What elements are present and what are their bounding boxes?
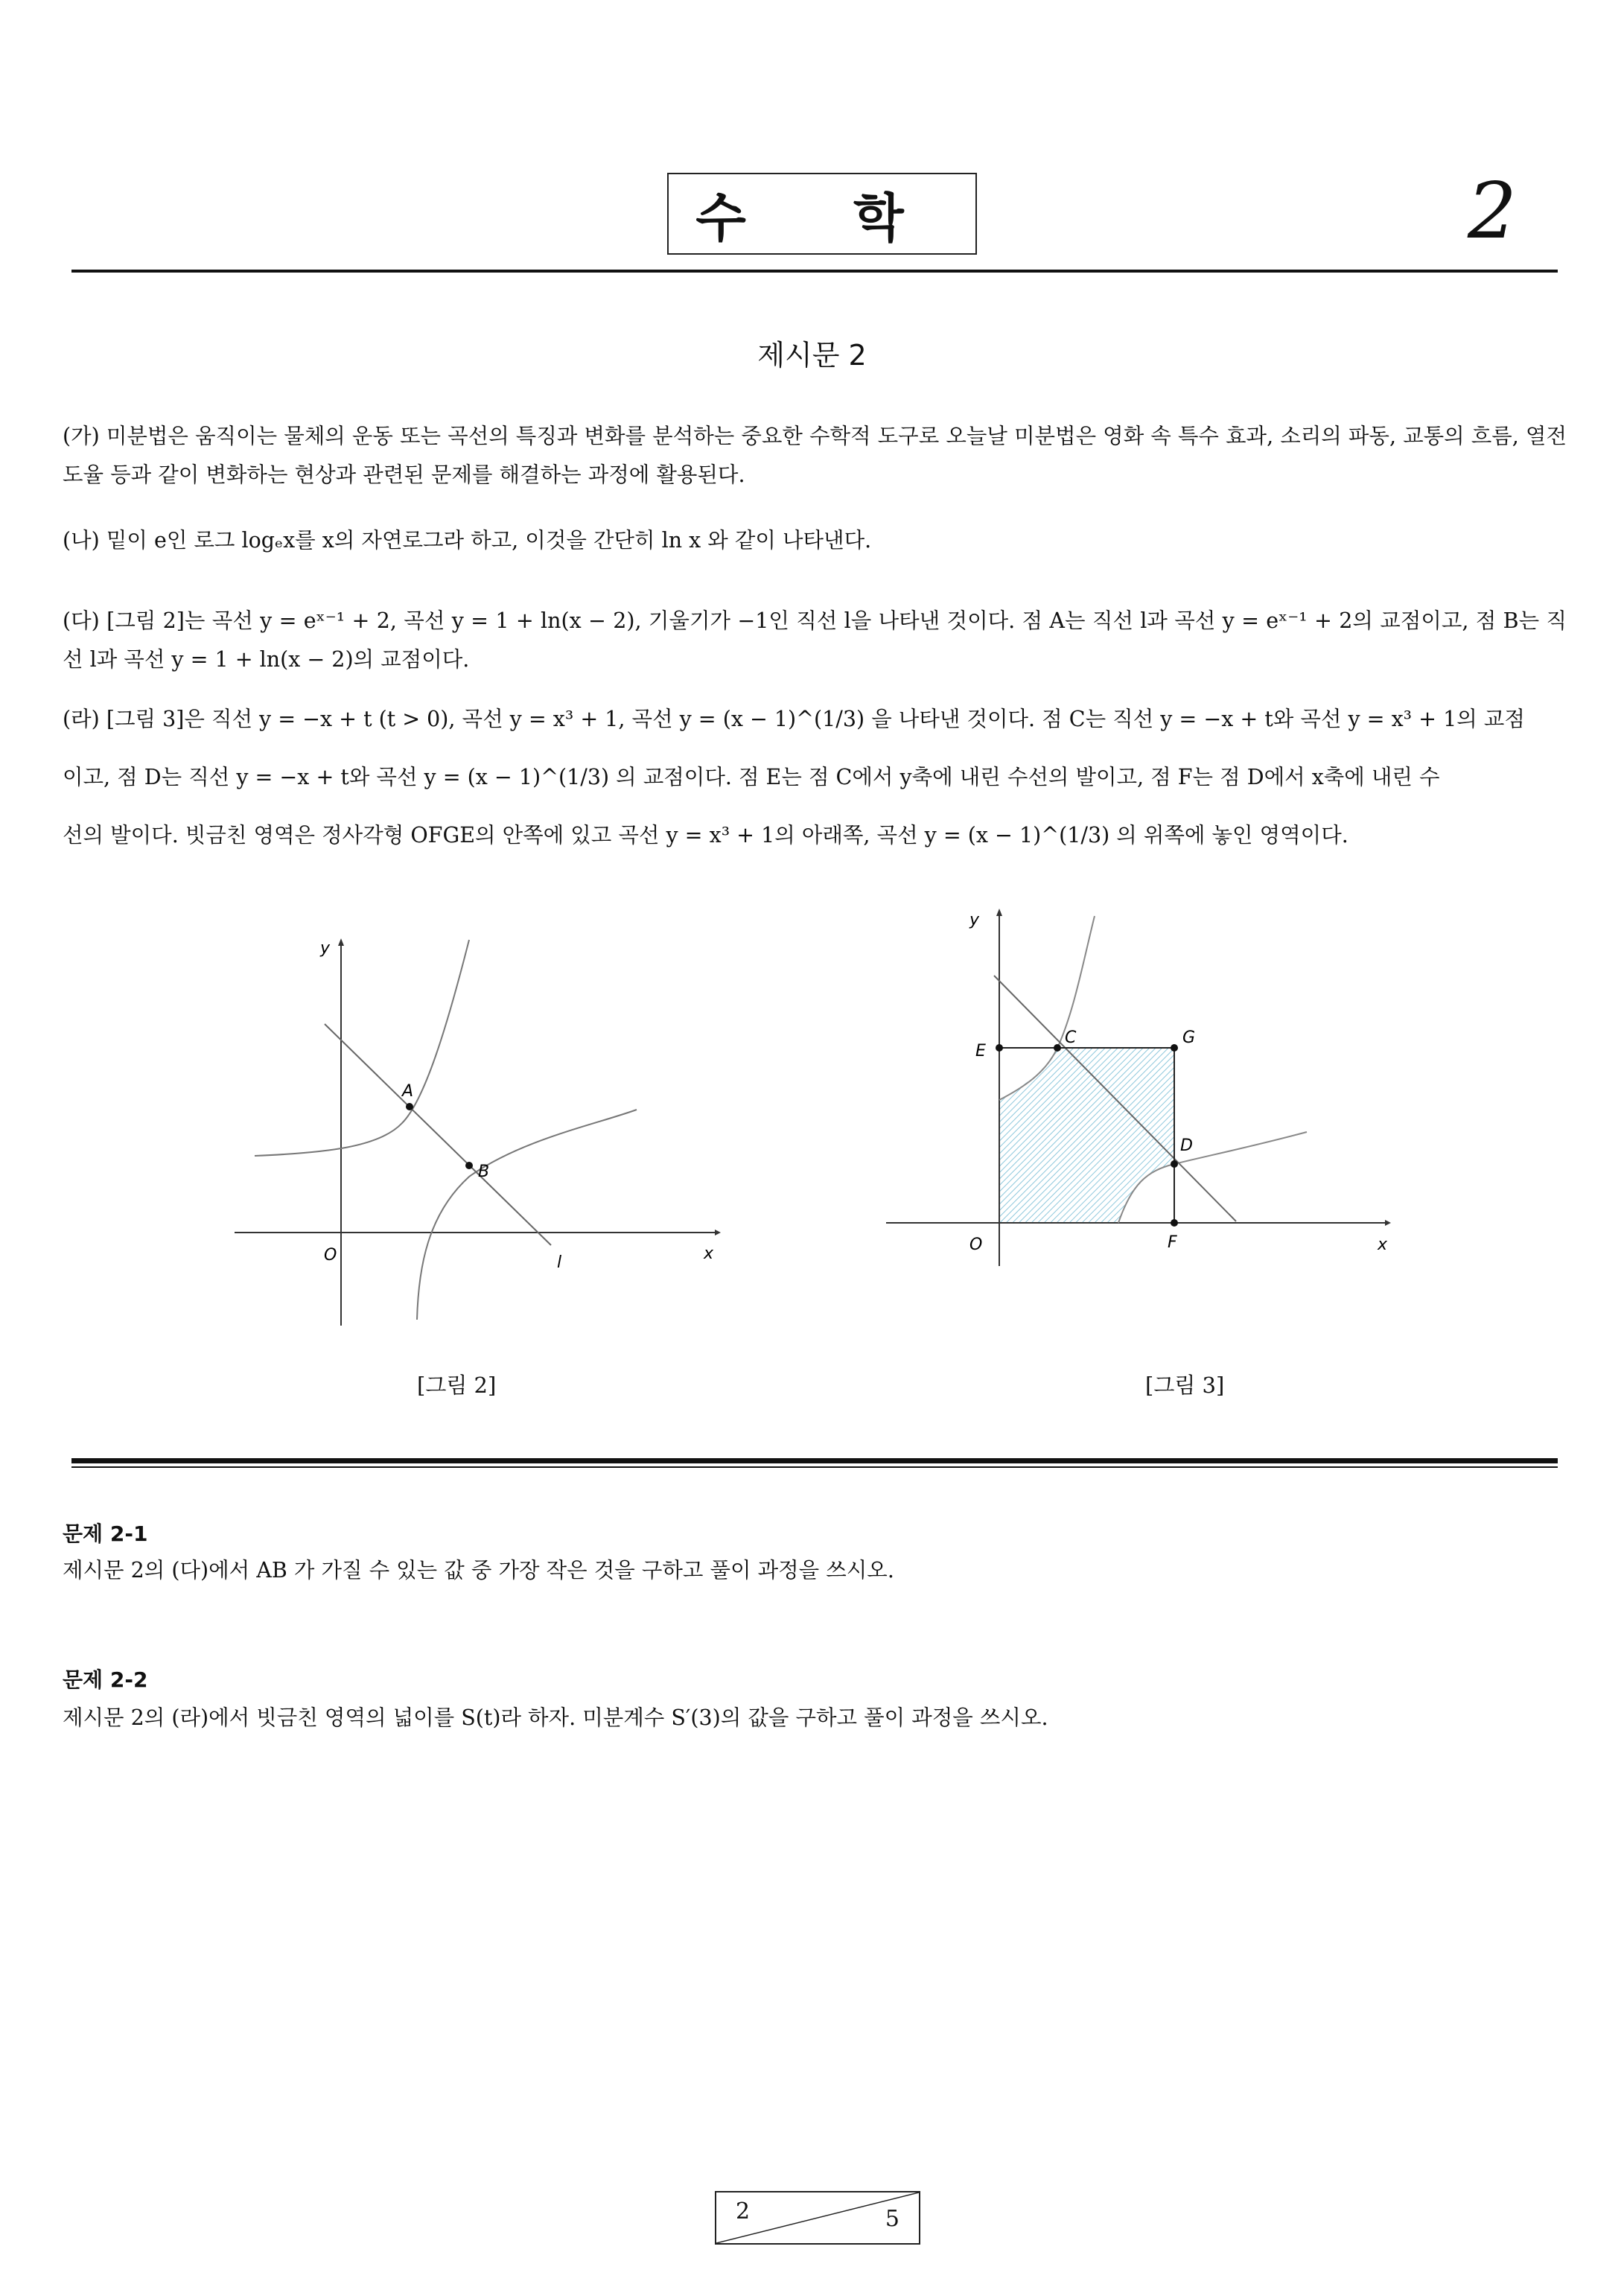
page-total: 5 [885,2206,899,2232]
problem-2-text: 제시문 2의 (라)에서 빗금친 영역의 넓이를 S(t)라 하자. 미분계수 S′(3)의 값을 구하고 풀이 과정을 쓰시오. [63,1705,1048,1730]
fig2-label-o: O [324,1246,337,1265]
page-indicator [715,2191,920,2245]
problem-2-title: 문제 2-2 [63,1667,148,1692]
fig3-label-c: C [1065,1028,1077,1047]
fig3-label-f: F [1168,1233,1177,1252]
fig3-y-arrow [996,909,1002,916]
paragraph-da: (다) [그림 2]는 곡선 y = eˣ⁻¹ + 2, 곡선 y = 1 + ln(x − 2), 기울기가 −1인 직선 l을 나타낸 것이다. 점 A는 직선 l과 곡선 y = eˣ⁻¹ + 2의 교점이고, 점 B는 직선 l과 곡선 y = 1 + ln(x − 2)의 교점이다. [63,608,1567,672]
paragraph-ra-line2: 이고, 점 D는 직선 y = −x + t와 곡선 y = (x − 1)^(1/3) 의 교점이다. 점 E는 점 C에서 y축에 내린 수선의 발이고, 점 F는 점 D에서 x축에 내린 수 [63,765,1440,789]
figure-2 [223,923,730,1341]
section-rule-thin [71,1466,1558,1468]
fig2-line-l [325,1024,551,1245]
fig3-x-arrow [1385,1220,1391,1226]
fig2-label-x: x [704,1244,714,1263]
paragraph-ga: (가) 미분법은 움직이는 물체의 운동 또는 곡선의 특징과 변화를 분석하는 중요한 수학적 도구로 오늘날 미분법은 영화 속 특수 효과, 소리의 파동, 교통의 흐름, 열전도율 등과 같이 변화하는 현상과 관련된 문제를 해결하는 과정에 활용된다. [63,424,1567,487]
figure-3-caption: [그림 3] [1145,1373,1225,1398]
problem-1-title: 문제 2-1 [63,1521,148,1546]
fig3-shaded-region [999,1048,1174,1223]
header-rule [71,270,1558,273]
fig3-label-e: E [975,1042,986,1060]
section-heading: 제시문 2 [757,339,867,372]
figure-3 [879,901,1415,1273]
fig2-exp-curve [255,940,469,1156]
fig2-point-b [465,1162,473,1169]
fig3-label-o: O [969,1236,983,1254]
paragraph-na: (나) 밑이 e인 로그 logₑx를 x의 자연로그라 하고, 이것을 간단히 ln x 와 같이 나타낸다. [63,528,872,553]
fig2-point-a [406,1103,413,1110]
fig3-point-g [1171,1044,1178,1052]
fig3-point-d [1171,1160,1178,1168]
page-current: 2 [736,2198,751,2225]
section-rule-thick [71,1458,1558,1463]
fig3-point-e [996,1044,1003,1052]
fig3-point-f [1171,1219,1178,1227]
page-number: 2 [1467,165,1517,256]
paragraph-ra-line3: 선의 발이다. 빗금친 영역은 정사각형 OFGE의 안쪽에 있고 곡선 y = x³ + 1의 아래쪽, 곡선 y = (x − 1)^(1/3) 의 위쪽에 놓인 영역이다. [63,823,1348,848]
fig2-label-b: B [478,1163,490,1181]
fig3-point-c [1054,1044,1061,1052]
fig2-label-a: A [402,1082,414,1101]
paragraph-ra-line1: (라) [그림 3]은 직선 y = −x + t (t > 0), 곡선 y = x³ + 1, 곡선 y = (x − 1)^(1/3) 을 나타낸 것이다. 점 C는 직선 y = −x + t와 곡선 y = x³ + 1의 교점 [63,707,1525,731]
fig3-label-g: G [1182,1028,1196,1047]
fig3-label-y: y [969,911,980,929]
fig2-log-curve [417,1110,637,1320]
fig2-y-arrow [338,938,344,946]
fig3-label-x: x [1378,1236,1388,1254]
subject-title: 수 학 [695,187,949,249]
fig2-x-arrow [715,1230,721,1236]
fig3-label-d: D [1180,1136,1193,1155]
fig2-label-l: l [557,1253,562,1272]
subject-title-box [667,173,977,255]
fig2-label-y: y [320,939,331,958]
problem-1-text: 제시문 2의 (다)에서 AB 가 가질 수 있는 값 중 가장 작은 것을 구하고 풀이 과정을 쓰시오. [63,1558,894,1583]
figure-2-caption: [그림 2] [417,1373,497,1398]
